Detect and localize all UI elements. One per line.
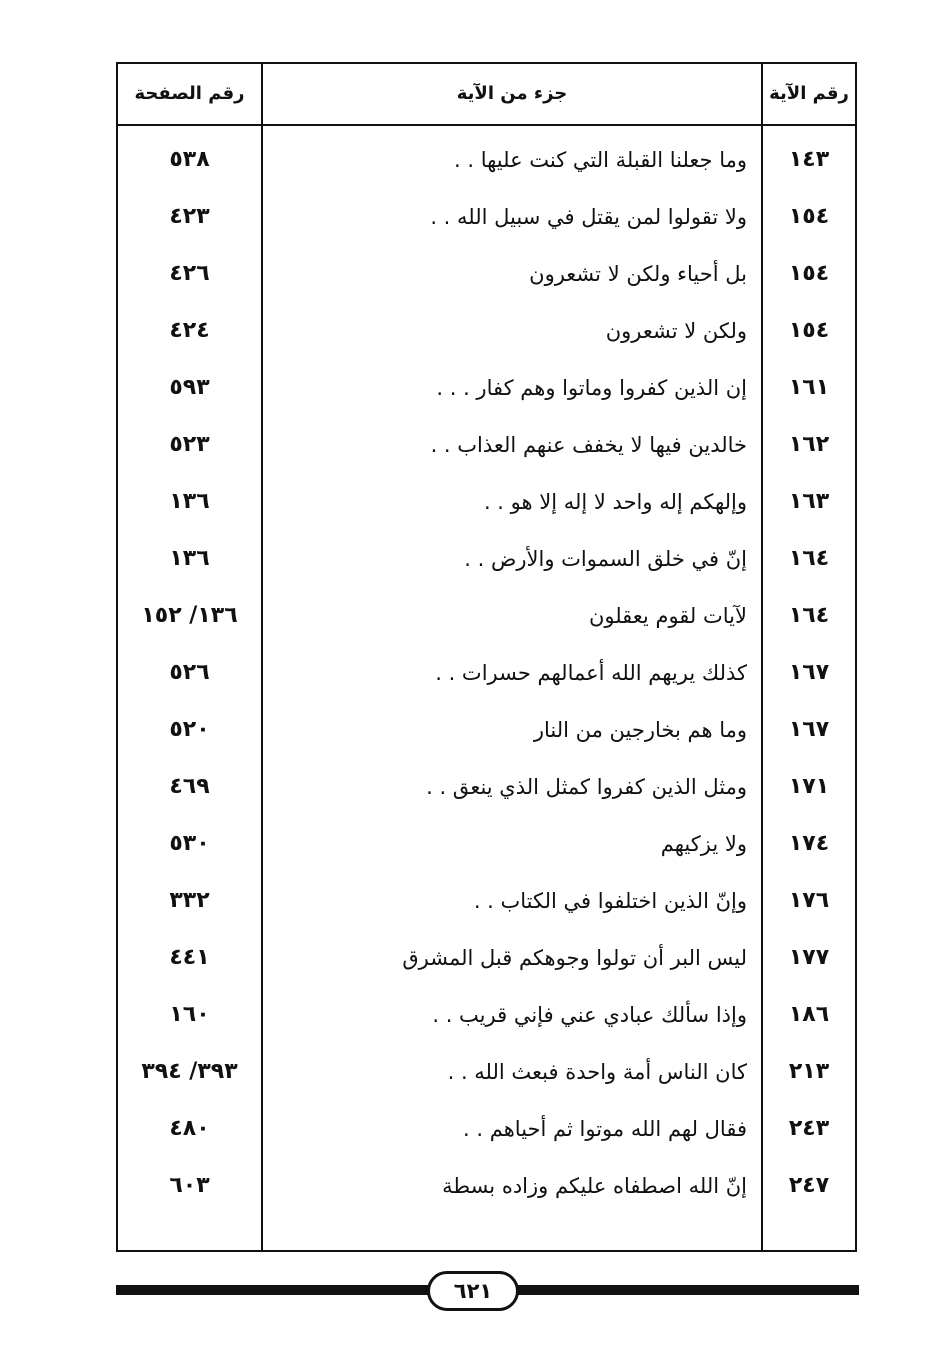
table-row	[118, 359, 855, 416]
verse-excerpt-cell: وما هم بخارجين من النار	[533, 718, 747, 742]
page-number-cell: ٥٩٣	[169, 375, 210, 400]
page-number-cell: ١٦٠	[169, 1002, 210, 1027]
table-row	[118, 530, 855, 587]
verse-number-cell: ٢٤٧	[788, 1173, 830, 1198]
verse-excerpt-cell: وإلهكم إله واحد لا إله إلا هو . .	[483, 490, 747, 514]
table-row	[118, 131, 855, 188]
verse-excerpt-cell: كان الناس أمة واحدة فبعث الله . .	[447, 1060, 747, 1084]
page-number-cell: ٥٢٠	[169, 717, 210, 742]
verse-number-cell: ١٦٤	[788, 603, 830, 628]
page-number-cell: ٤٢٦	[169, 261, 210, 286]
table-row	[118, 302, 855, 359]
verse-number-cell: ١٦٣	[788, 489, 830, 514]
page-number-cell: ٤٨٠	[169, 1116, 210, 1141]
table-row	[118, 929, 855, 986]
verse-number-cell: ١٦١	[788, 375, 830, 400]
verse-excerpt-cell: ومثل الذين كفروا كمثل الذي ينعق . .	[426, 775, 747, 799]
verse-number-cell: ٢٤٣	[788, 1116, 830, 1141]
verse-excerpt-cell: ولا يزكيهم	[660, 832, 747, 856]
index-table	[116, 62, 857, 1252]
page-number-cell: ١٣٦	[169, 546, 210, 571]
table-row	[118, 1043, 855, 1100]
page-number-badge: ٦٢١	[427, 1271, 519, 1311]
page-number-cell: ١٣٦	[169, 489, 210, 514]
page-number-cell: ٣٣٢	[169, 888, 210, 913]
page-number-cell: ٤٤١	[169, 945, 210, 970]
page-number-cell: ٥٢٦	[169, 660, 210, 685]
table-row	[118, 986, 855, 1043]
verse-excerpt-cell: إنّ في خلق السموات والأرض . .	[464, 547, 747, 571]
verse-excerpt-cell: كذلك يريهم الله أعمالهم حسرات . .	[435, 661, 747, 685]
footer-rule-left	[116, 1285, 434, 1295]
verse-excerpt-cell: إن الذين كفروا وماتوا وهم كفار . . .	[436, 376, 747, 400]
table-row	[118, 473, 855, 530]
table-row	[118, 416, 855, 473]
page-number-cell: ٤٢٤	[169, 318, 210, 343]
table-row	[118, 701, 855, 758]
page-number-cell: ٥٢٣	[169, 432, 210, 457]
page-number-cell: ٦٠٣	[169, 1173, 210, 1198]
table-row	[118, 587, 855, 644]
table-row	[118, 1157, 855, 1214]
header-verse-excerpt: جزء من الآية	[456, 83, 568, 104]
verse-number-cell: ١٦٢	[788, 432, 830, 457]
verse-excerpt-cell: إنّ الله اصطفاه عليكم وزاده بسطة	[442, 1174, 747, 1198]
verse-number-cell: ١٥٤	[788, 318, 830, 343]
verse-excerpt-cell: لآيات لقوم يعقلون	[588, 604, 747, 628]
header-page-number: رقم الصفحة	[134, 83, 245, 104]
verse-excerpt-cell: ولكن لا تشعرون	[605, 319, 747, 343]
table-row	[118, 758, 855, 815]
verse-excerpt-cell: ليس البر أن تولوا وجوهكم قبل المشرق	[402, 946, 747, 970]
verse-excerpt-cell: خالدين فيها لا يخفف عنهم العذاب . .	[430, 433, 747, 457]
verse-number-cell: ١٥٤	[788, 261, 830, 286]
verse-excerpt-cell: وإذا سألك عبادي عني فإني قريب . .	[432, 1003, 747, 1027]
footer-rule-right	[512, 1285, 859, 1295]
verse-excerpt-cell: وما جعلنا القبلة التي كنت عليها . .	[454, 148, 747, 172]
page-number-cell: ٤٦٩	[169, 774, 210, 799]
verse-number-cell: ١٨٦	[788, 1002, 830, 1027]
verse-number-cell: ١٦٧	[788, 717, 830, 742]
verse-excerpt-cell: بل أحياء ولكن لا تشعرون	[529, 262, 747, 286]
verse-number-cell: ١٧١	[788, 774, 830, 799]
table-row	[118, 815, 855, 872]
table-row	[118, 644, 855, 701]
table-row	[118, 188, 855, 245]
page-number-cell: ٥٣٨	[169, 147, 210, 172]
verse-number-cell: ١٥٤	[788, 204, 830, 229]
table-row	[118, 872, 855, 929]
page-number-cell: ٤٢٣	[169, 204, 210, 229]
page-number-cell: ٥٣٠	[169, 831, 210, 856]
verse-excerpt-cell: ولا تقولوا لمن يقتل في سبيل الله . .	[430, 205, 747, 229]
header-divider	[118, 124, 855, 126]
verse-excerpt-cell: فقال لهم الله موتوا ثم أحياهم . .	[463, 1117, 747, 1141]
table-row	[118, 1100, 855, 1157]
header-verse-number: رقم الآية	[769, 83, 849, 104]
verse-number-cell: ١٧٤	[788, 831, 830, 856]
verse-excerpt-cell: وإنّ الذين اختلفوا في الكتاب . .	[473, 889, 747, 913]
verse-number-cell: ١٧٦	[788, 888, 830, 913]
verse-number-cell: ١٧٧	[788, 945, 830, 970]
table-row	[118, 245, 855, 302]
verse-number-cell: ١٦٧	[788, 660, 830, 685]
verse-number-cell: ١٤٣	[788, 147, 830, 172]
verse-number-cell: ١٦٤	[788, 546, 830, 571]
page-number-cell: ٣٩٣/ ٣٩٤	[141, 1059, 238, 1084]
page-number-cell: ١٣٦/ ١٥٢	[141, 603, 238, 628]
verse-number-cell: ٢١٣	[788, 1059, 830, 1084]
